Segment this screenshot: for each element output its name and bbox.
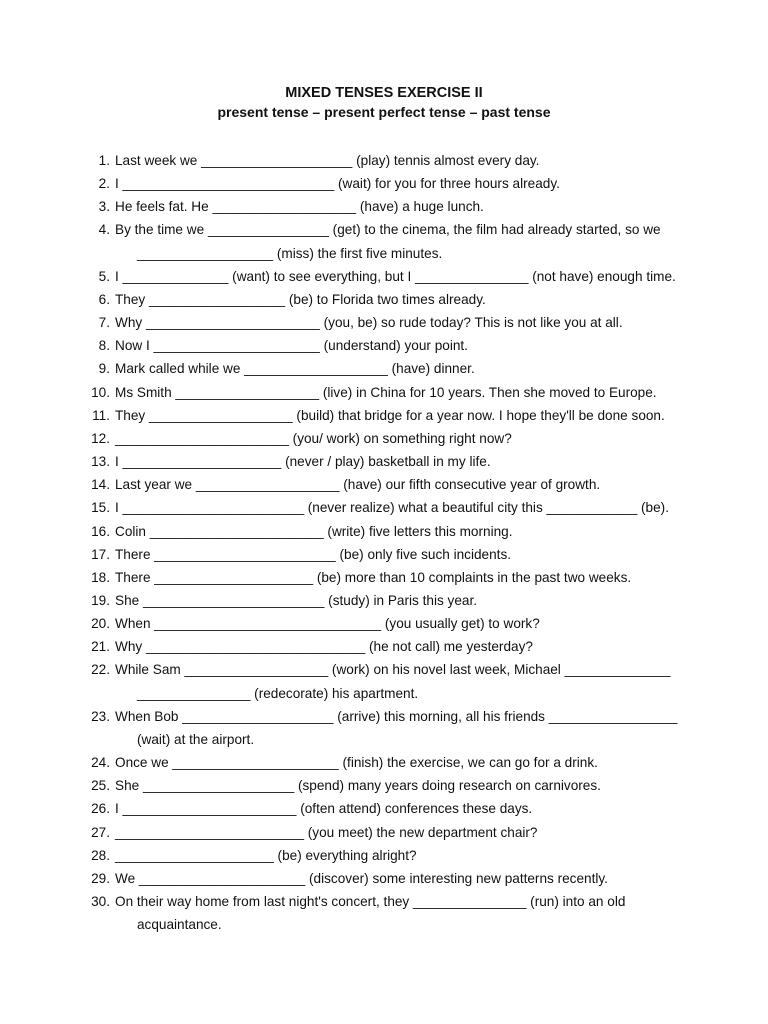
exercise-number: 8.	[98, 338, 110, 354]
exercise-item	[0, 265, 768, 288]
exercise-item	[0, 751, 768, 774]
exercise-number: 20.	[91, 616, 110, 632]
exercise-item	[0, 821, 768, 844]
exercise-text: Once we ______________________ (finish) the exercise, we can go for a drink.	[115, 755, 598, 771]
exercise-text: She ____________________ (spend) many years doing research on carnivores.	[115, 778, 601, 794]
exercise-text: By the time we ________________ (get) to the cinema, the film had already started, so we	[115, 222, 661, 238]
exercise-number: 5.	[98, 268, 110, 284]
exercise-list	[0, 149, 768, 936]
exercise-text: Ms Smith ___________________ (live) in China for 10 years. Then she moved to Europe.	[115, 384, 657, 400]
exercise-number: 10.	[91, 384, 110, 400]
exercise-number: 12.	[91, 430, 110, 446]
exercise-number: 15.	[91, 500, 110, 516]
exercise-text: Last week we ____________________ (play) tennis almost every day.	[115, 153, 540, 168]
exercise-item	[0, 774, 768, 797]
exercise-item	[0, 496, 768, 519]
exercise-number: 27.	[91, 824, 110, 840]
exercise-text: I ______________ (want) to see everything, but I _______________ (not have) enough time.	[115, 268, 676, 284]
exercise-text: When Bob ____________________ (arrive) this morning, all his friends _________________	[115, 708, 678, 724]
exercise-item	[0, 427, 768, 450]
exercise-item	[0, 566, 768, 589]
exercise-item	[0, 705, 768, 751]
exercise-item	[0, 890, 768, 936]
exercise-number: 22.	[91, 662, 110, 678]
exercise-text: I _____________________ (never / play) basketball in my life.	[115, 454, 491, 470]
exercise-item	[0, 404, 768, 427]
exercise-number: 23.	[91, 708, 110, 724]
exercise-text: I ____________________________ (wait) for you for three hours already.	[115, 176, 560, 192]
exercise-text: While Sam ___________________ (work) on his novel last week, Michael ______________	[115, 662, 671, 678]
page-title: MIXED TENSES EXERCISE II	[285, 85, 483, 101]
exercise-number: 16.	[91, 523, 110, 539]
exercise-text: Mark called while we ___________________ (have) dinner.	[115, 361, 475, 377]
exercise-number: 14.	[91, 477, 110, 493]
exercise-text: Why _____________________________ (he not call) me yesterday?	[115, 639, 533, 655]
exercise-number: 17.	[91, 546, 110, 562]
exercise-number: 30.	[91, 894, 110, 909]
exercise-text: I ________________________ (never realize) what a beautiful city this ____________ (be).	[115, 500, 669, 516]
exercise-item	[0, 473, 768, 496]
exercise-text: Now I ______________________ (understand) your point.	[115, 338, 468, 354]
exercise-item	[0, 520, 768, 543]
exercise-number: 2.	[98, 176, 110, 192]
exercise-number: 29.	[91, 870, 110, 886]
exercise-text: I _______________________ (often attend) conferences these days.	[115, 801, 533, 817]
exercise-number: 13.	[91, 454, 110, 470]
exercise-item	[0, 195, 768, 218]
exercise-number: 1.	[98, 153, 110, 168]
exercise-text-continuation: _______________ (redecorate) his apartment.	[137, 685, 419, 701]
exercise-text: She ________________________ (study) in Paris this year.	[115, 592, 478, 608]
exercise-number: 28.	[91, 847, 110, 863]
exercise-item	[0, 311, 768, 334]
exercise-number: 11.	[92, 407, 110, 423]
exercise-item	[0, 543, 768, 566]
exercise-text: There _____________________ (be) more than 10 complaints in the past two weeks.	[115, 569, 632, 585]
exercise-number: 18.	[91, 569, 110, 585]
exercise-item	[0, 867, 768, 890]
exercise-text: When ______________________________ (you usually get) to work?	[115, 616, 540, 632]
exercise-item	[0, 357, 768, 380]
exercise-number: 19.	[91, 592, 110, 608]
exercise-item	[0, 844, 768, 867]
exercise-number: 6.	[98, 291, 110, 307]
exercise-item	[0, 635, 768, 658]
exercise-text: Why _______________________ (you, be) so rude today? This is not like you at all.	[115, 315, 623, 331]
exercise-text: Colin _______________________ (write) five letters this morning.	[115, 523, 513, 539]
exercise-text: They __________________ (be) to Florida two times already.	[115, 291, 486, 307]
exercise-text: We ______________________ (discover) some interesting new patterns recently.	[115, 870, 608, 886]
exercise-text-continuation: __________________ (miss) the first five minutes.	[137, 245, 443, 261]
exercise-text-continuation: acquaintance.	[137, 917, 222, 933]
exercise-number: 24.	[91, 755, 110, 771]
exercise-item	[0, 450, 768, 473]
exercise-item	[0, 381, 768, 404]
exercise-text: They ___________________ (build) that bridge for a year now. I hope they'll be done soon.	[115, 407, 665, 423]
exercise-item	[0, 334, 768, 357]
exercise-text: On their way home from last night's concert, they _______________ (run) into an old	[115, 894, 626, 909]
exercise-number: 7.	[98, 315, 110, 331]
exercise-number: 26.	[91, 801, 110, 817]
exercise-item	[0, 612, 768, 635]
exercise-number: 4.	[98, 222, 110, 238]
exercise-number: 3.	[98, 199, 110, 215]
exercise-item	[0, 797, 768, 820]
exercise-number: 25.	[91, 778, 110, 794]
exercise-item	[0, 149, 768, 172]
exercise-item	[0, 172, 768, 195]
exercise-number: 9.	[98, 361, 110, 377]
exercise-item	[0, 218, 768, 264]
exercise-text-continuation: (wait) at the airport.	[137, 731, 255, 747]
exercise-text: _________________________ (you meet) the new department chair?	[115, 824, 538, 840]
exercise-text: Last year we ___________________ (have) our fifth consecutive year of growth.	[115, 477, 601, 493]
exercise-text: There ________________________ (be) only five such incidents.	[115, 546, 512, 562]
exercise-text: _____________________ (be) everything alright?	[115, 847, 417, 863]
exercise-item	[0, 589, 768, 612]
exercise-item	[0, 288, 768, 311]
exercise-item	[0, 658, 768, 704]
exercise-text: _______________________ (you/ work) on something right now?	[115, 430, 512, 446]
exercise-text: He feels fat. He ___________________ (have) a huge lunch.	[115, 199, 484, 215]
exercise-number: 21.	[91, 639, 110, 655]
page-subtitle: present tense – present perfect tense – past tense	[217, 104, 551, 120]
